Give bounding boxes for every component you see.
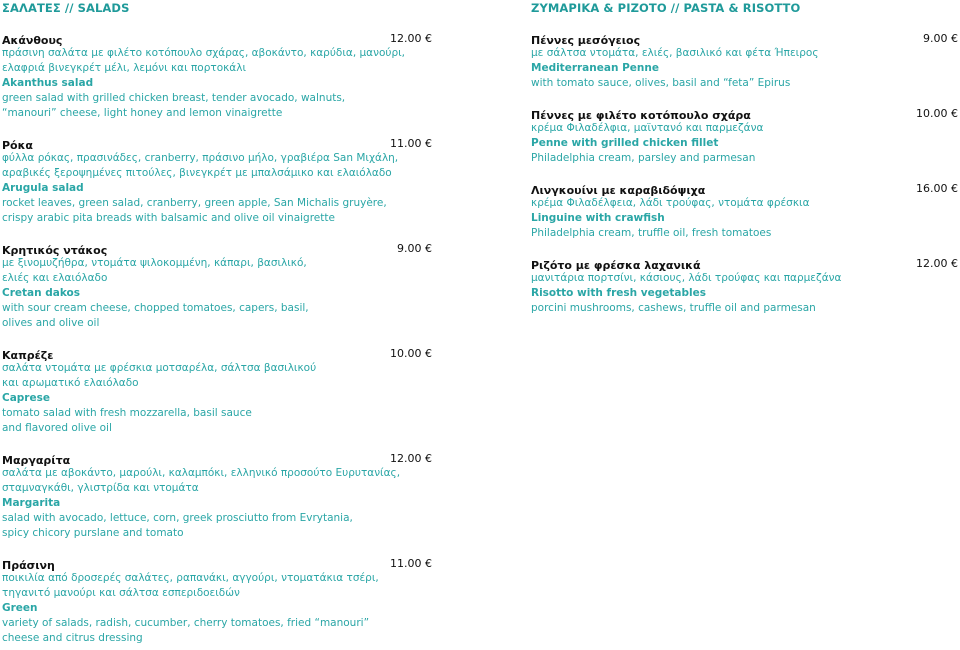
item-name-greek: Πέννες με φιλέτο κοτόπουλο σχάρα [531,109,751,122]
item-name-greek: Κρητικός ντάκος [2,244,108,257]
item-price: 9.00 € [923,32,958,45]
item-price: 12.00 € [916,257,958,270]
item-description-greek: σαλάτα με αβοκάντο, μαρούλι, καλαμπόκι, ελληνικό προσούτο Ευρυτανίας, [2,467,401,479]
item-price: 10.00 € [390,347,432,360]
item-description-greek: φύλλα ρόκας, πρασινάδες, cranberry, πράσινο μήλο, γραβιέρα San Μιχάλη, [2,152,399,164]
pasta-column [531,0,958,316]
item-description-english: crispy arabic pita breads with balsamic and olive oil vinaigrette [2,212,335,224]
item-name-english: Penne with grilled chicken fillet [531,137,719,149]
item-description-english: rocket leaves, green salad, cranberry, green apple, San Michalis gruyère, [2,197,387,209]
item-description-english: “manouri” cheese, light honey and lemon vinaigrette [2,107,283,119]
item-name-greek: Καπρέζε [2,349,54,362]
item-description-greek: σαλάτα ντομάτα με φρέσκια μοτσαρέλα, σάλτσα βασιλικού [2,362,317,374]
menu-item-penne-chicken [531,106,958,166]
menu-item-margarita [2,451,432,541]
item-price: 12.00 € [390,452,432,465]
item-description-greek: ποικιλία από δροσερές σαλάτες, ραπανάκι, αγγούρι, ντοματάκια τσέρι, [2,572,379,584]
item-description-english: and flavored olive oil [2,422,112,434]
item-name-english: Akanthus salad [2,77,94,89]
item-price: 11.00 € [390,137,432,150]
item-name-greek: Μαργαρίτα [2,454,71,467]
item-description-english: with sour cream cheese, chopped tomatoes, capers, basil, [2,302,309,314]
item-description-greek: κρέμα Φιλαδέλφια, μαϊντανό και παρμεζάνα [531,122,764,134]
item-header [531,256,958,271]
item-description-english: spicy chicory purslane and tomato [2,527,184,539]
menu-item-risotto-vegetables [531,256,958,316]
menu-item-linguine-crawfish [531,181,958,241]
item-header [2,556,432,571]
item-header [2,241,432,256]
menu-item-green [2,556,432,646]
item-name-english: Margarita [2,497,61,509]
item-description-english: olives and olive oil [2,317,100,329]
menu-item-cretan-dakos [2,241,432,331]
item-name-greek: Ριζότο με φρέσκα λαχανικά [531,259,701,272]
item-description-english: Philadelphia cream, truffle oil, fresh tomatoes [531,227,772,239]
item-name-english: Caprese [2,392,50,404]
item-name-english: Cretan dakos [2,287,81,299]
item-price: 11.00 € [390,557,432,570]
item-name-english: Arugula salad [2,182,84,194]
item-description-english: with tomato sauce, olives, basil and “feta” Epirus [531,77,791,89]
item-description-english: Philadelphia cream, parsley and parmesan [531,152,756,164]
item-header [531,181,958,196]
item-name-greek: Ρόκα [2,139,33,152]
item-header [2,136,432,151]
pasta-section-title: ΖΥΜΑΡΙΚΑ & ΡΙΖΟΤΟ // PASTA & RISOTTO [531,1,801,15]
item-description-greek: πράσινη σαλάτα με φιλέτο κοτόπουλο σχάρας, αβοκάντο, καρύδια, μανούρι, [2,47,406,59]
item-price: 9.00 € [397,242,432,255]
item-name-greek: Ακάνθους [2,34,63,47]
item-name-greek: Πέννες μεσόγειος [531,34,641,47]
item-header [2,451,432,466]
item-description-english: green salad with grilled chicken breast, tender avocado, walnuts, [2,92,346,104]
item-name-english: Risotto with fresh vegetables [531,287,706,299]
item-description-english: variety of salads, radish, cucumber, cherry tomatoes, fried “manouri” [2,617,370,629]
item-price: 10.00 € [916,107,958,120]
item-name-greek: Λινγκουίνι με καραβιδόψιχα [531,184,706,197]
item-description-greek: και αρωματικό ελαιόλαδο [2,377,139,389]
item-description-greek: ελαφριά βινεγκρέτ μέλι, λεμόνι και πορτοκάλι [2,62,246,74]
item-description-greek: κρέμα Φιλαδέλφεια, λάδι τρούφας, ντομάτα φρέσκια [531,197,810,209]
item-name-english: Linguine with crawfish [531,212,665,224]
item-description-greek: ελιές και ελαιόλαδο [2,272,108,284]
item-description-english: porcini mushrooms, cashews, truffle oil and parmesan [531,302,816,314]
item-description-greek: με ξινομυζήθρα, ντομάτα ψιλοκομμένη, κάπαρι, βασιλικό, [2,257,307,269]
item-description-greek: αραβικές ξεροψημένες πιτούλες, βινεγκρέτ με μπαλσάμικο και ελαιόλαδο [2,167,392,179]
item-description-greek: σταμναγκάθι, γλιστρίδα και ντομάτα [2,482,199,494]
item-header [531,106,958,121]
item-header [2,346,432,361]
pasta-list [531,31,958,316]
menu-item-akanthus [2,31,432,121]
item-description-english: salad with avocado, lettuce, corn, greek prosciutto from Evrytania, [2,512,353,524]
item-description-english: tomato salad with fresh mozzarella, basil sauce [2,407,252,419]
item-header [2,31,432,46]
menu-item-caprese [2,346,432,436]
menu-item-mediterranean-penne [531,31,958,91]
item-price: 16.00 € [916,182,958,195]
item-description-english: cheese and citrus dressing [2,632,143,644]
item-price: 12.00 € [390,32,432,45]
salads-list [2,31,432,646]
item-description-greek: μανιτάρια πορτσίνι, κάσιους, λάδι τρούφας και παρμεζάνα [531,272,842,284]
menu-item-arugula [2,136,432,226]
item-name-english: Mediterranean Penne [531,62,659,74]
item-description-greek: τηγανιτό μανούρι και σάλτσα εσπεριδοειδών [2,587,240,599]
item-name-english: Green [2,602,38,614]
salads-section-title: ΣΑΛΑΤΕΣ // SALADS [2,1,130,15]
item-header [531,31,958,46]
item-description-greek: με σάλτσα ντομάτα, ελιές, βασιλικό και φέτα Ήπειρος [531,47,819,59]
item-name-greek: Πράσινη [2,559,55,572]
salads-column [2,0,432,646]
